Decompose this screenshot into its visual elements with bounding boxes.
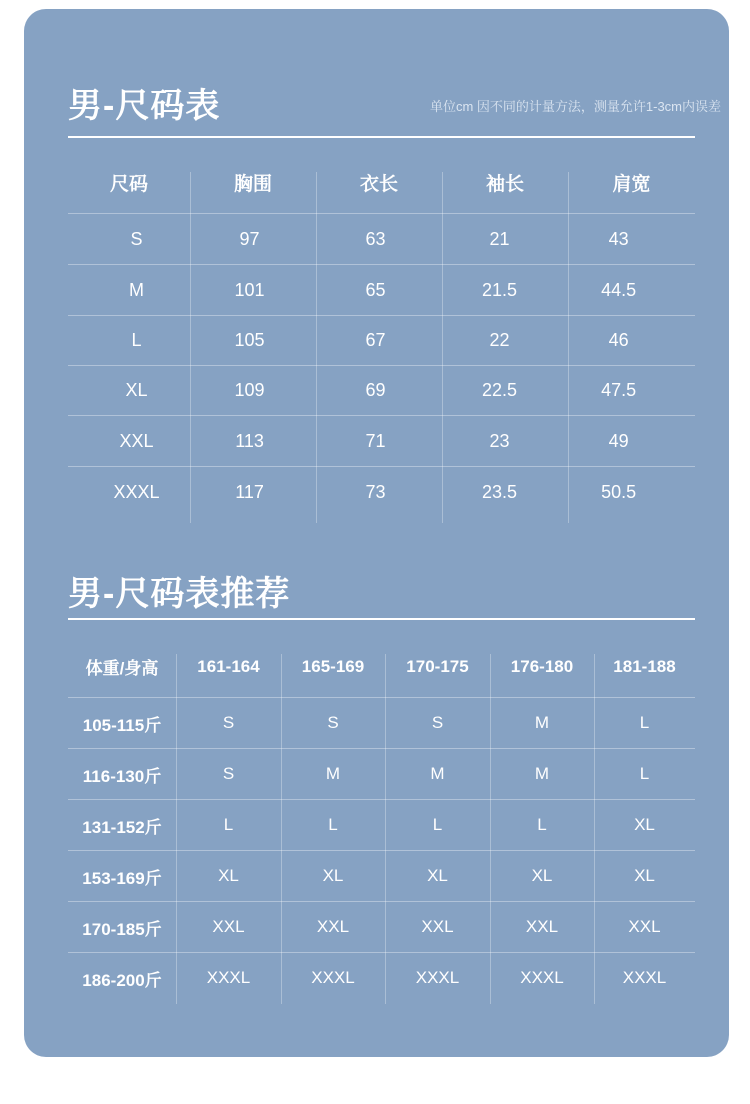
header-cell: 181-188	[613, 656, 676, 676]
table-row	[68, 366, 695, 416]
chest-value: 117	[235, 481, 264, 502]
recommended-size: XXXL	[415, 968, 460, 987]
chest-value: 105	[234, 330, 265, 350]
sleeve-value: 22	[489, 330, 510, 350]
length-value: 73	[365, 481, 386, 502]
weight-range: 116-130斤	[82, 766, 162, 786]
recommended-size: XL	[531, 866, 553, 885]
recommended-size: XL	[634, 866, 655, 885]
recommended-size: XL	[218, 866, 239, 885]
table-row	[68, 698, 695, 749]
recommended-size: M	[325, 764, 341, 783]
header-cell: 肩宽	[612, 174, 651, 195]
table-row	[68, 749, 695, 800]
size-label: XL	[125, 380, 148, 400]
sleeve-value: 21	[489, 228, 510, 249]
size-table-header	[68, 152, 695, 214]
recommend-table-header	[68, 636, 695, 698]
size-label: S	[130, 228, 143, 249]
recommended-size: S	[431, 713, 444, 732]
chest-value: 113	[235, 430, 264, 451]
recommended-size: XXL	[212, 917, 245, 936]
recommended-size: L	[537, 815, 547, 834]
length-value: 67	[365, 330, 386, 350]
weight-range: 131-152斤	[82, 817, 162, 837]
length-value: 63	[365, 228, 386, 249]
shoulder-value: 46	[608, 330, 629, 350]
size-chart-title: 男-尺码表	[68, 87, 221, 125]
header-cell: 衣长	[359, 174, 398, 195]
recommended-size: S	[222, 764, 235, 783]
recommended-size: L	[328, 815, 338, 834]
sleeve-value: 22.5	[482, 380, 518, 400]
size-label: XXL	[119, 430, 154, 451]
chest-value: 109	[234, 380, 265, 400]
recommended-size: XXXL	[622, 968, 667, 987]
shoulder-value: 44.5	[601, 279, 637, 300]
header-cell: 170-175	[406, 656, 469, 676]
section-divider	[68, 136, 695, 138]
header-cell: 胸围	[233, 174, 272, 195]
table-row	[68, 467, 695, 517]
header-cell: 176-180	[510, 656, 574, 676]
header-cell: 161-164	[197, 656, 260, 676]
shoulder-value: 47.5	[601, 380, 637, 400]
weight-range: 153-169斤	[82, 868, 162, 888]
table-row	[68, 953, 695, 1003]
table-row	[68, 416, 695, 467]
recommend-table	[68, 636, 695, 1004]
length-value: 71	[365, 430, 386, 451]
recommended-size: L	[639, 764, 650, 783]
recommended-size: S	[222, 713, 235, 732]
header-cell: 袖长	[485, 174, 524, 195]
recommended-size: XXL	[628, 917, 661, 936]
length-value: 69	[365, 380, 386, 400]
table-row	[68, 902, 695, 953]
table-row	[68, 316, 695, 366]
header-cell: 尺码	[109, 174, 148, 195]
recommended-size: XXXL	[206, 968, 251, 987]
measurement-note: 单位cm 因不同的计量方法，测量允许1-3cm内误差	[429, 99, 721, 114]
recommended-size: M	[534, 713, 550, 732]
header-cell: 165-169	[301, 656, 365, 676]
weight-range: 170-185斤	[82, 919, 162, 939]
recommended-size: XXXL	[311, 968, 355, 987]
size-label: XXXL	[113, 481, 160, 502]
weight-range: 186-200斤	[82, 970, 162, 990]
header-cell: 体重/身高	[85, 659, 159, 678]
size-label: L	[131, 330, 142, 350]
chest-value: 97	[239, 228, 260, 249]
table-row	[68, 851, 695, 902]
table-row	[68, 214, 695, 265]
recommended-size: L	[223, 815, 234, 834]
recommended-size: L	[432, 815, 443, 834]
recommended-size: XXL	[525, 917, 559, 936]
size-label: M	[128, 279, 144, 300]
shoulder-value: 43	[608, 228, 629, 249]
size-table	[68, 152, 695, 523]
shoulder-value: 49	[608, 430, 629, 451]
recommended-size: L	[639, 713, 650, 732]
section-divider	[68, 618, 695, 620]
weight-range: 105-115斤	[82, 715, 162, 735]
recommended-size: M	[430, 764, 445, 783]
recommended-size: M	[534, 764, 550, 783]
length-value: 65	[365, 279, 386, 300]
recommended-size: XXXL	[520, 968, 564, 987]
recommended-size: XL	[427, 866, 448, 885]
sleeve-value: 21.5	[482, 279, 518, 300]
recommended-size: S	[327, 713, 339, 732]
recommended-size: XXL	[316, 917, 350, 936]
shoulder-value: 50.5	[601, 481, 637, 502]
recommended-size: XL	[322, 866, 344, 885]
sleeve-value: 23	[489, 430, 510, 451]
recommended-size: XXL	[421, 917, 454, 936]
table-row	[68, 265, 695, 316]
recommend-chart-title: 男-尺码表推荐	[68, 575, 291, 613]
recommended-size: XL	[634, 815, 655, 834]
chest-value: 101	[234, 279, 265, 300]
table-row	[68, 800, 695, 851]
sleeve-value: 23.5	[482, 481, 518, 502]
